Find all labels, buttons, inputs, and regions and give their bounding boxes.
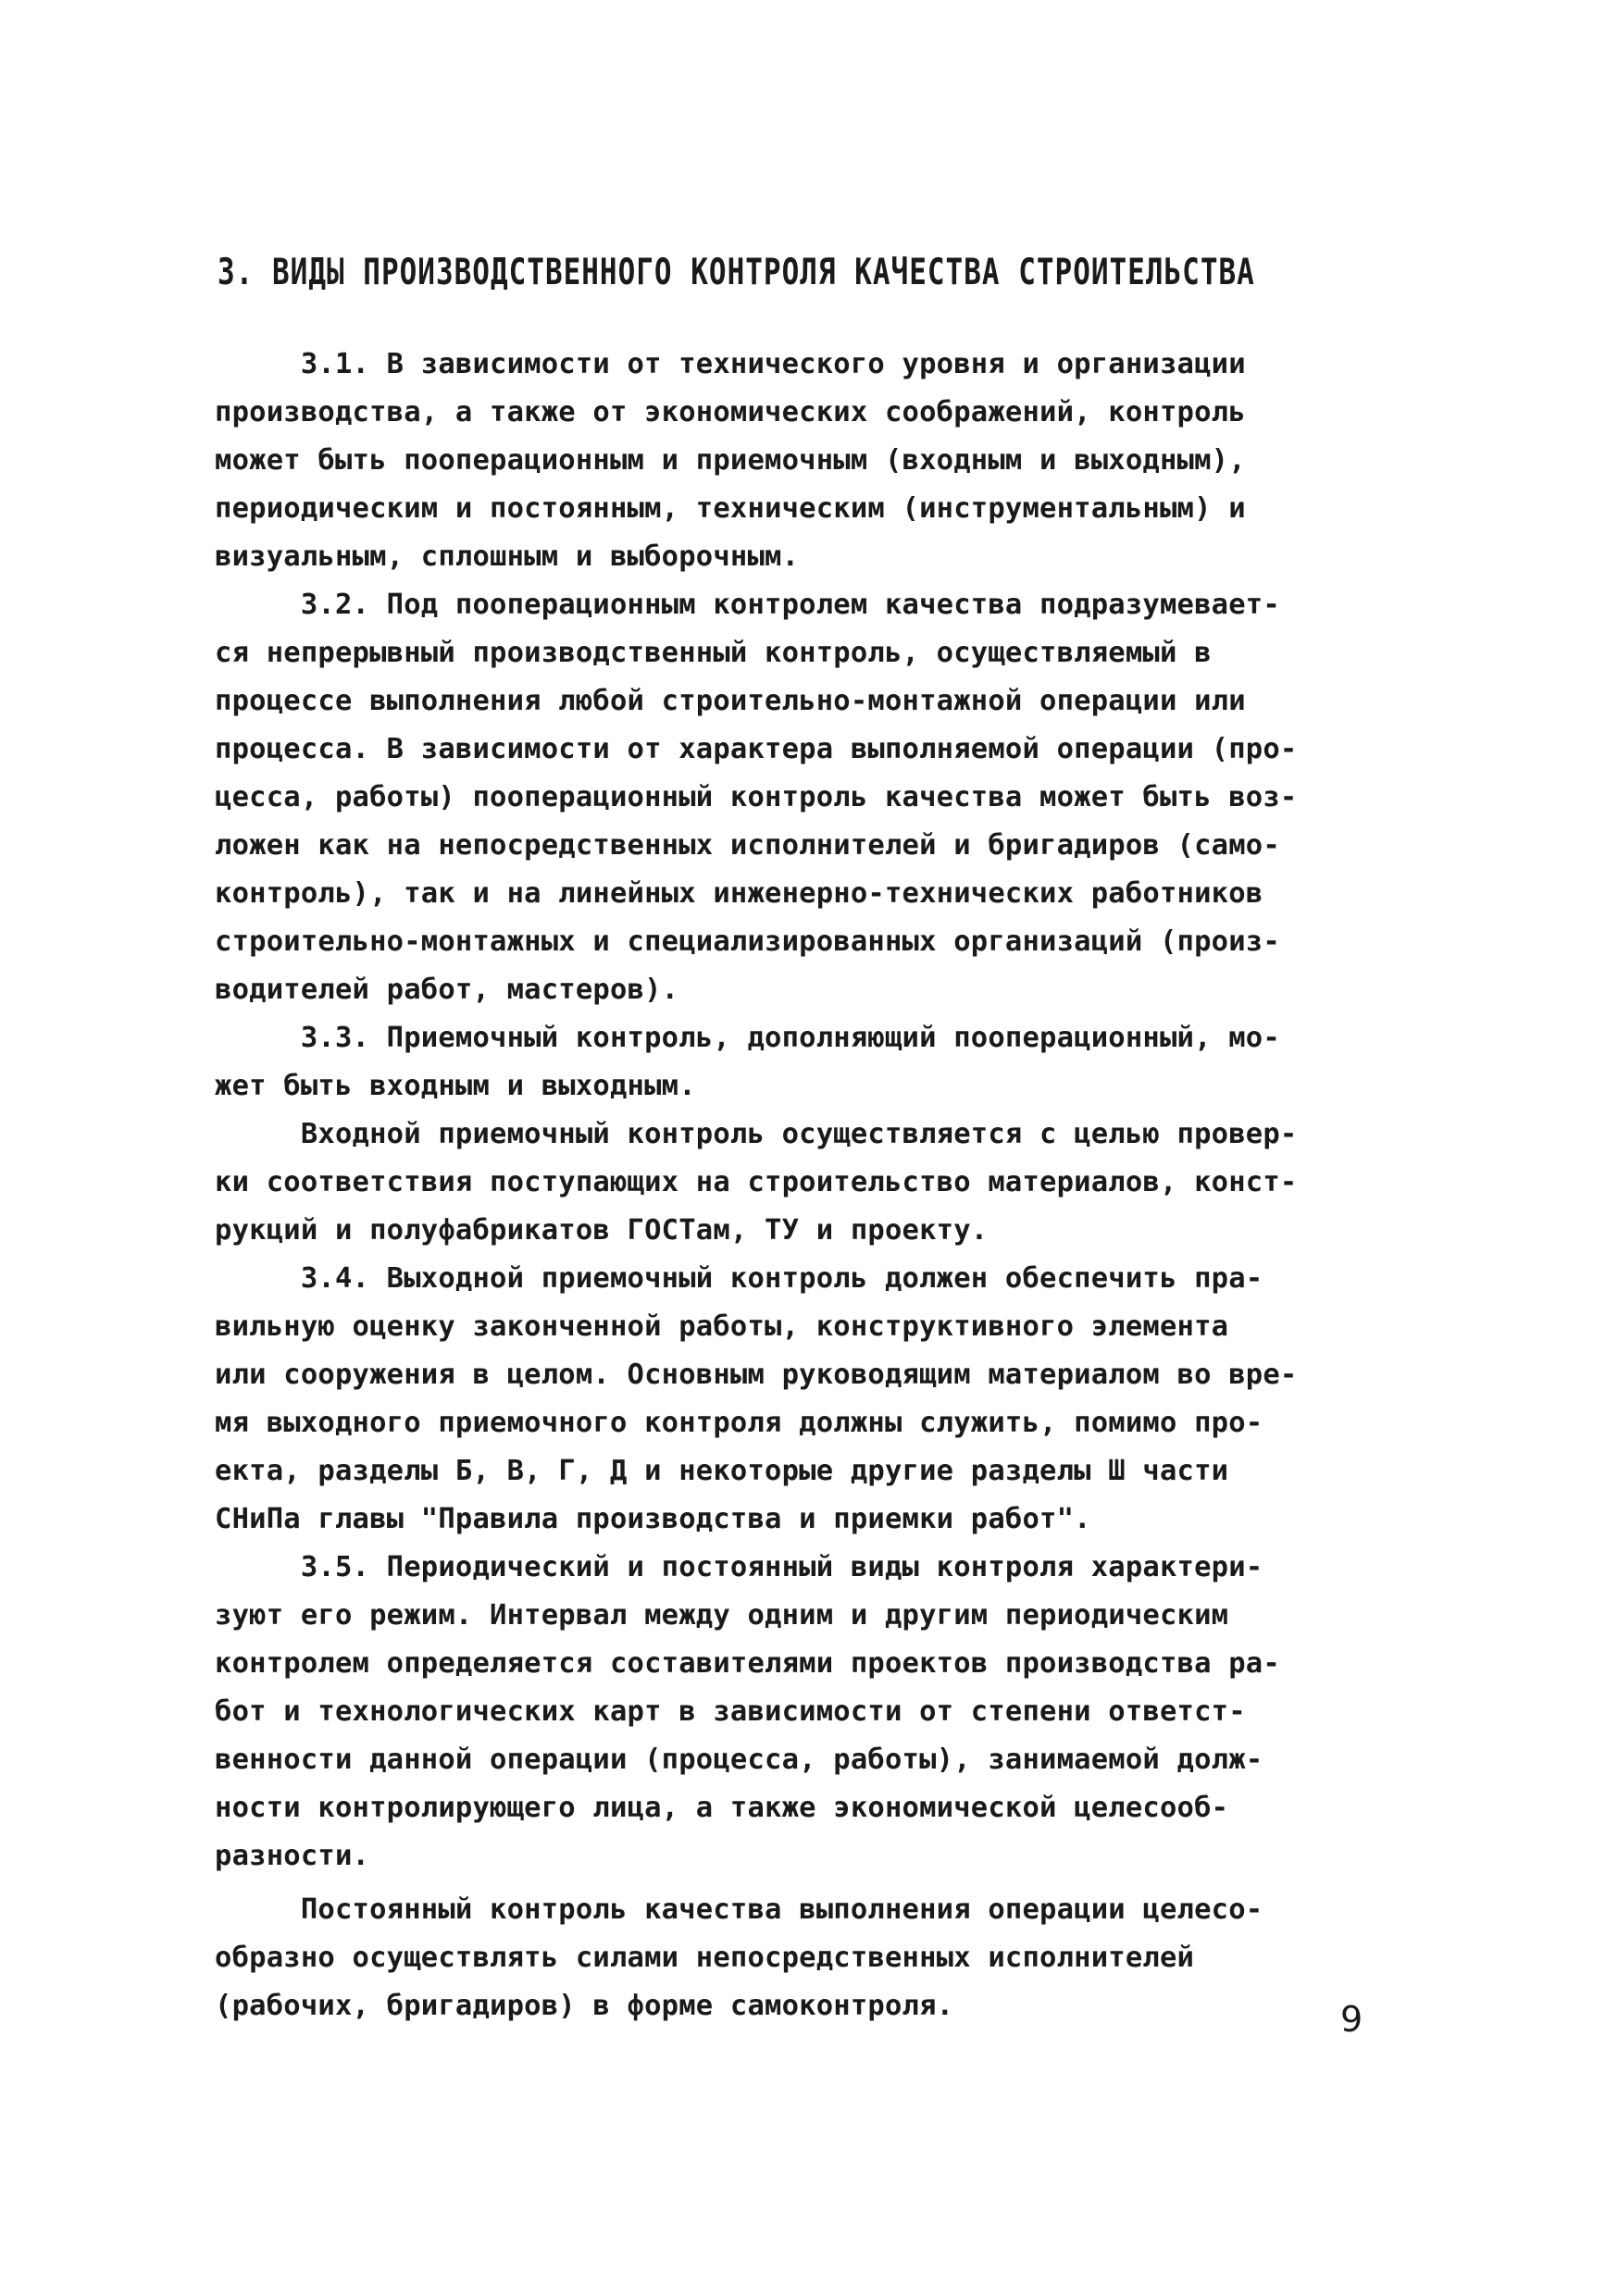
text-line: контроль), так и на линейных инженерно-технических работников	[215, 877, 1263, 910]
text-line: ложен как на непосредственных исполнителей и бригадиров (само-	[215, 829, 1280, 862]
text-line: процесса. В зависимости от характера выполняемой операции (про-	[215, 733, 1298, 765]
text-line: процессе выполнения любой строительно-монтажной операции или	[215, 685, 1246, 717]
text-line: ности контролирующего лица, а также экономической целесооб-	[215, 1792, 1229, 1824]
text-line: цесса, работы) пооперационный контроль качества может быть воз-	[215, 781, 1298, 813]
text-line: или сооружения в целом. Основным руководящим материалом во вре-	[215, 1359, 1298, 1391]
text-line: разности.	[215, 1840, 370, 1872]
text-line: вильную оценку законченной работы, конструктивного элемента	[215, 1310, 1229, 1343]
text-line: 3.1. В зависимости от технического уровня и организации	[215, 348, 1246, 380]
text-line: строительно-монтажных и специализированных организаций (произ-	[215, 925, 1280, 958]
text-line: ки соответствия поступающих на строительство материалов, конст-	[215, 1166, 1298, 1198]
text-line: СНиПа главы "Правила производства и приемки работ".	[215, 1503, 1091, 1535]
text-line: бот и технологических карт в зависимости от степени ответст-	[215, 1695, 1246, 1728]
text-line: венности данной операции (процесса, работы), занимаемой долж-	[215, 1744, 1263, 1776]
text-line: зуют его режим. Интервал между одним и другим периодическим	[215, 1599, 1229, 1632]
text-line: образно осуществлять силами непосредственных исполнителей	[215, 1942, 1195, 1974]
text-line: ся непрерывный производственный контроль, осуществляемый в	[215, 637, 1212, 669]
body-text	[215, 341, 1409, 2030]
text-line: 3.2. Под пооперационным контролем качества подразумевает-	[215, 589, 1280, 621]
text-line: мя выходного приемочного контроля должны служить, помимо про-	[215, 1407, 1263, 1439]
text-line: визуальным, сплошным и выборочным.	[215, 540, 800, 573]
text-line: екта, разделы Б, В, Г, Д и некоторые другие разделы Ш части	[215, 1455, 1229, 1487]
text-line: (рабочих, бригадиров) в форме самоконтроля.	[215, 1990, 954, 2022]
text-line: периодическим и постоянным, техническим (инструментальным) и	[215, 492, 1246, 525]
text-line: 3.5. Периодический и постоянный виды контроля характери-	[215, 1551, 1263, 1583]
text-line: 3.4. Выходной приемочный контроль должен обеспечить пра-	[215, 1262, 1263, 1295]
text-line: жет быть входным и выходным.	[215, 1070, 696, 1102]
text-line: производства, а также от экономических соображений, контроль	[215, 396, 1246, 428]
text-line: может быть пооперационным и приемочным (входным и выходным),	[215, 444, 1246, 477]
page-number: 9	[1340, 1999, 1363, 2040]
text-line: рукций и полуфабрикатов ГОСТам, ТУ и проекту.	[215, 1214, 989, 1247]
text-line: 3.3. Приемочный контроль, дополняющий пооперационный, мо-	[215, 1022, 1280, 1054]
text-line: контролем определяется составителями проектов производства ра-	[215, 1647, 1280, 1680]
text-line: водителей работ, мастеров).	[215, 974, 679, 1006]
section-heading: 3. ВИДЫ ПРОИЗВОДСТВЕННОГО КОНТРОЛЯ КАЧЕСТВА СТРОИТЕЛЬСТВА	[218, 252, 1255, 293]
text-line: Входной приемочный контроль осуществляется с целью провер-	[215, 1118, 1298, 1150]
text-line: Постоянный контроль качества выполнения операции целесо-	[215, 1893, 1263, 1926]
